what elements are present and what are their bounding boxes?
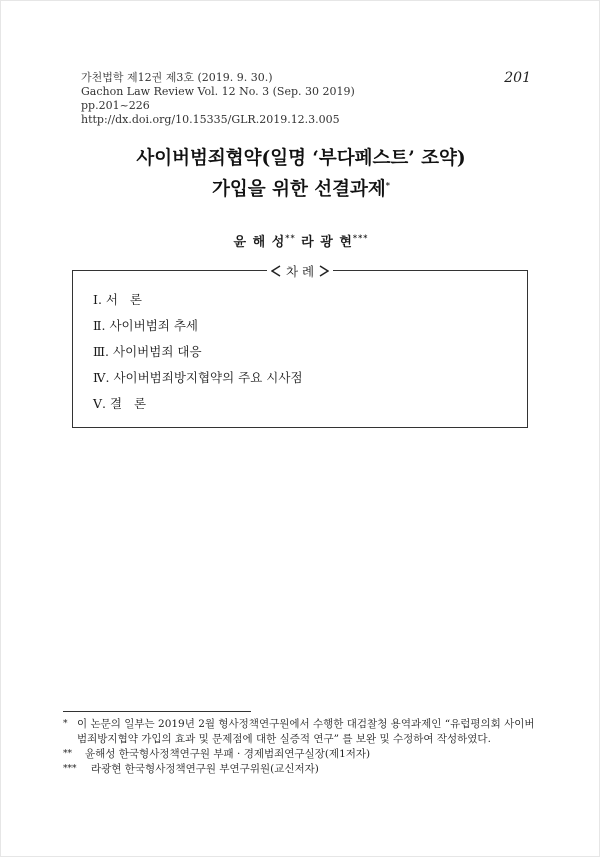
doi-link[interactable]: http://dx.doi.org/10.15335/GLR.2019.12.3.005 bbox=[81, 113, 340, 126]
footnote-3 bbox=[63, 762, 539, 777]
footnote-2-text: 윤해성 한국형사정책연구원 부패 · 경제범죄연구실장(제1저자) bbox=[85, 748, 371, 760]
paper-title-line2 bbox=[1, 175, 600, 201]
footnote-1-mark: * bbox=[63, 719, 68, 729]
footnote-divider bbox=[63, 711, 251, 712]
author-2: 라 광 현 bbox=[301, 235, 353, 250]
toc-item[interactable] bbox=[93, 313, 303, 339]
toc-item-label: 사이버범죄방지협약의 주요 시사점 bbox=[113, 370, 303, 385]
toc-item-label: 서 론 bbox=[105, 292, 142, 307]
authors bbox=[1, 231, 600, 250]
toc-item-number: Ⅴ. bbox=[93, 396, 107, 411]
toc-item-number: Ⅰ. bbox=[93, 292, 102, 307]
journal-korean: 가천법학 제12권 제3호 (2019. 9. 30.) bbox=[81, 71, 273, 84]
footnote-1-text: 이 논문의 일부는 2019년 2월 형사정책연구원에서 수행한 대검찰청 용역과제인 “유럽평의회 사이버범죄방지협약 가입의 효과 및 문제점에 대한 실증적 연구” 를 보완 및 수정하여 작성하였다. bbox=[77, 718, 535, 745]
page-range: pp.201~226 bbox=[81, 99, 150, 112]
angle-right-icon bbox=[319, 265, 329, 277]
toc-item-number: Ⅳ. bbox=[93, 370, 110, 385]
toc-item[interactable] bbox=[93, 287, 303, 313]
toc-heading bbox=[267, 262, 333, 280]
author-1-mark: ** bbox=[285, 232, 296, 243]
author-1: 윤 해 성 bbox=[233, 235, 286, 250]
page-number: 201 bbox=[504, 70, 531, 86]
toc-item-label: 사이버범죄 대응 bbox=[113, 344, 202, 359]
toc-title: 차 례 bbox=[285, 264, 315, 279]
toc-item-number: Ⅱ. bbox=[93, 318, 106, 333]
journal-header bbox=[81, 71, 355, 127]
footnote-3-mark: *** bbox=[63, 764, 77, 774]
toc-list bbox=[93, 287, 303, 417]
footnote-2 bbox=[63, 747, 539, 762]
footnote-1 bbox=[63, 717, 539, 747]
footnote-3-text: 라광현 한국형사정책연구원 부연구위원(교신저자) bbox=[91, 763, 319, 775]
footnotes bbox=[63, 717, 539, 777]
toc-item-number: Ⅲ. bbox=[93, 344, 110, 359]
footnote-2-mark: ** bbox=[63, 749, 72, 759]
toc-item-label: 사이버범죄 추세 bbox=[109, 318, 198, 333]
toc-item[interactable] bbox=[93, 391, 303, 417]
toc-item[interactable] bbox=[93, 339, 303, 365]
paper-title-line1: 사이버범죄협약(일명 ‘부다페스트’ 조약) bbox=[136, 148, 466, 169]
title-footnote-mark: * bbox=[385, 179, 390, 190]
paper-title-line2-text: 가입을 위한 선결과제 bbox=[212, 179, 386, 200]
table-of-contents bbox=[72, 264, 528, 428]
toc-item-label: 결 론 bbox=[110, 396, 147, 411]
author-2-mark: *** bbox=[352, 232, 369, 243]
toc-item[interactable] bbox=[93, 365, 303, 391]
angle-left-icon bbox=[271, 265, 281, 277]
journal-english: Gachon Law Review Vol. 12 No. 3 (Sep. 30 2019) bbox=[81, 85, 355, 98]
